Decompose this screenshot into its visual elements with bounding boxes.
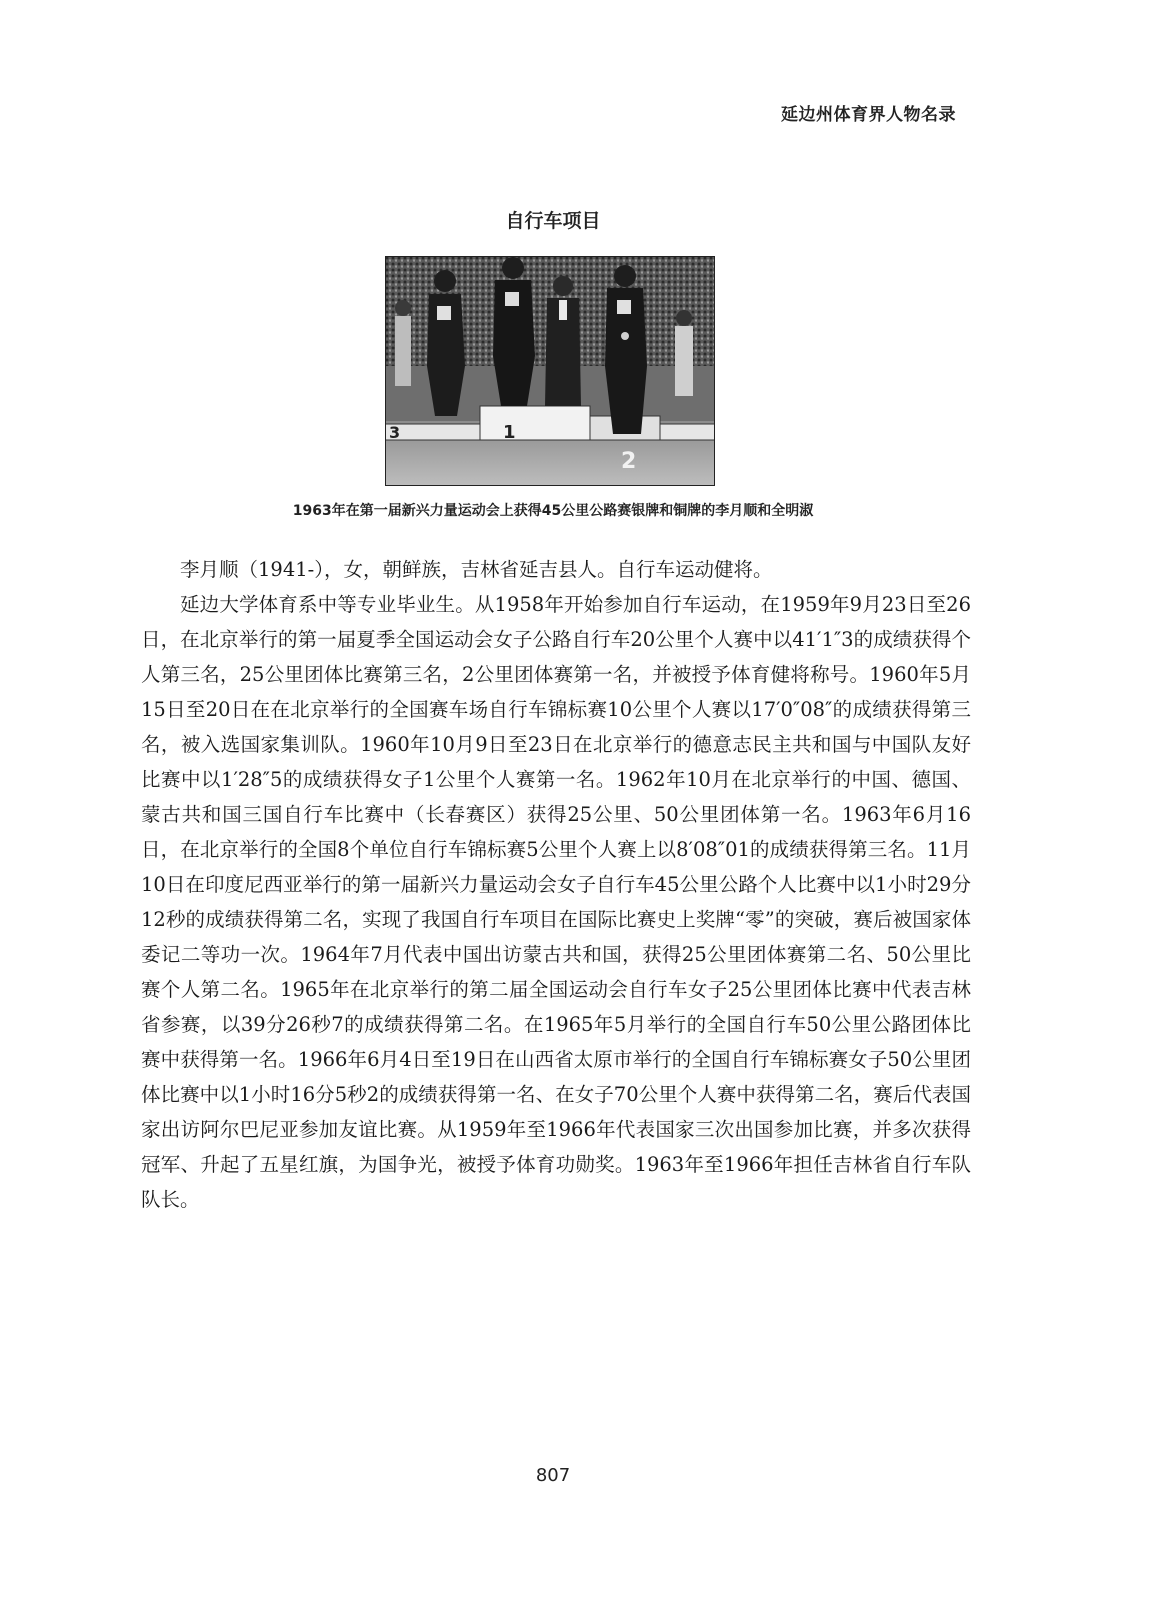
biography-paragraph: 延边大学体育系中等专业毕业生。从1958年开始参加自行车运动，在1959年9月23日至26日，在北京举行的第一届夏季全国运动会女子公路自行车20公里个人赛中以41′1″3的成绩获得个人第三名，25公里团体比赛第三名，2公里团体赛第一名，并被授予体育健将称号。1960年5月15日至20日在在北京举行的全国赛车场自行车锦标赛10公里个人赛以17′0″08″的成绩获得第三名，被入选国家集训队。1960年10月9日至23日在北京举行的德意志民主共和国与中国队友好比赛中以1′28″5的成绩获得女子1公里个人赛第一名。1962年10月在北京举行的中国、德国、蒙古共和国三国自行车比赛中（长春赛区）获得25公里、50公里团体第一名。1963年6月16日，在北京举行的全国8个单位自行车锦标赛5公里个人赛上以8′08″01的成绩获得第三名。11月10日在印度尼西亚举行的第一届新兴力量运动会女子自行车45公里公路个人比赛中以1小时29分12秒的成绩获得第二名，实现了我国自行车项目在国际比赛史上奖牌“零”的突破，赛后被国家体委记二等功一次。1964年7月代表中国出访蒙古共和国，获得25公里团体赛第二名、50公里比赛个人第二名。1965年在北京举行的第二届全国运动会自行车女子25公里团体比赛中代表吉林省参赛，以39分26秒7的成绩获得第二名。在1965年5月举行的全国自行车50公里公路团体比赛中获得第一名。1966年6月4日至19日在山西省太原市举行的全国自行车锦标赛女子50公里团体比赛中以1小时16分5秒2的成绩获得第一名、在女子70公里个人赛中获得第二名，赛后代表国家出访阿尔巴尼亚参加友谊比赛。从1959年至1966年代表国家三次出国参加比赛，并多次获得冠军、升起了五星红旗，为国争光，被授予体育功勋奖。1963年至1966年担任吉林省自行车队队长。 [141,593,971,1211]
podium-label-third: 3 [389,423,401,442]
photo-caption: 1963年在第一届新兴力量运动会上获得45公里公路赛银牌和铜牌的李月顺和全明淑 [292,503,814,519]
podium-label-first: 1 [503,422,516,443]
page-number: 807 [535,1465,571,1486]
running-header: 延边州体育界人物名录 [781,105,956,125]
podium-label-second: 2 [621,449,637,474]
podium-photo [385,256,715,486]
article-body [141,552,971,1217]
section-title: 自行车项目 [505,210,601,232]
intro-paragraph: 李月顺（1941-），女，朝鲜族，吉林省延吉县人。自行车运动健将。 [180,558,773,581]
